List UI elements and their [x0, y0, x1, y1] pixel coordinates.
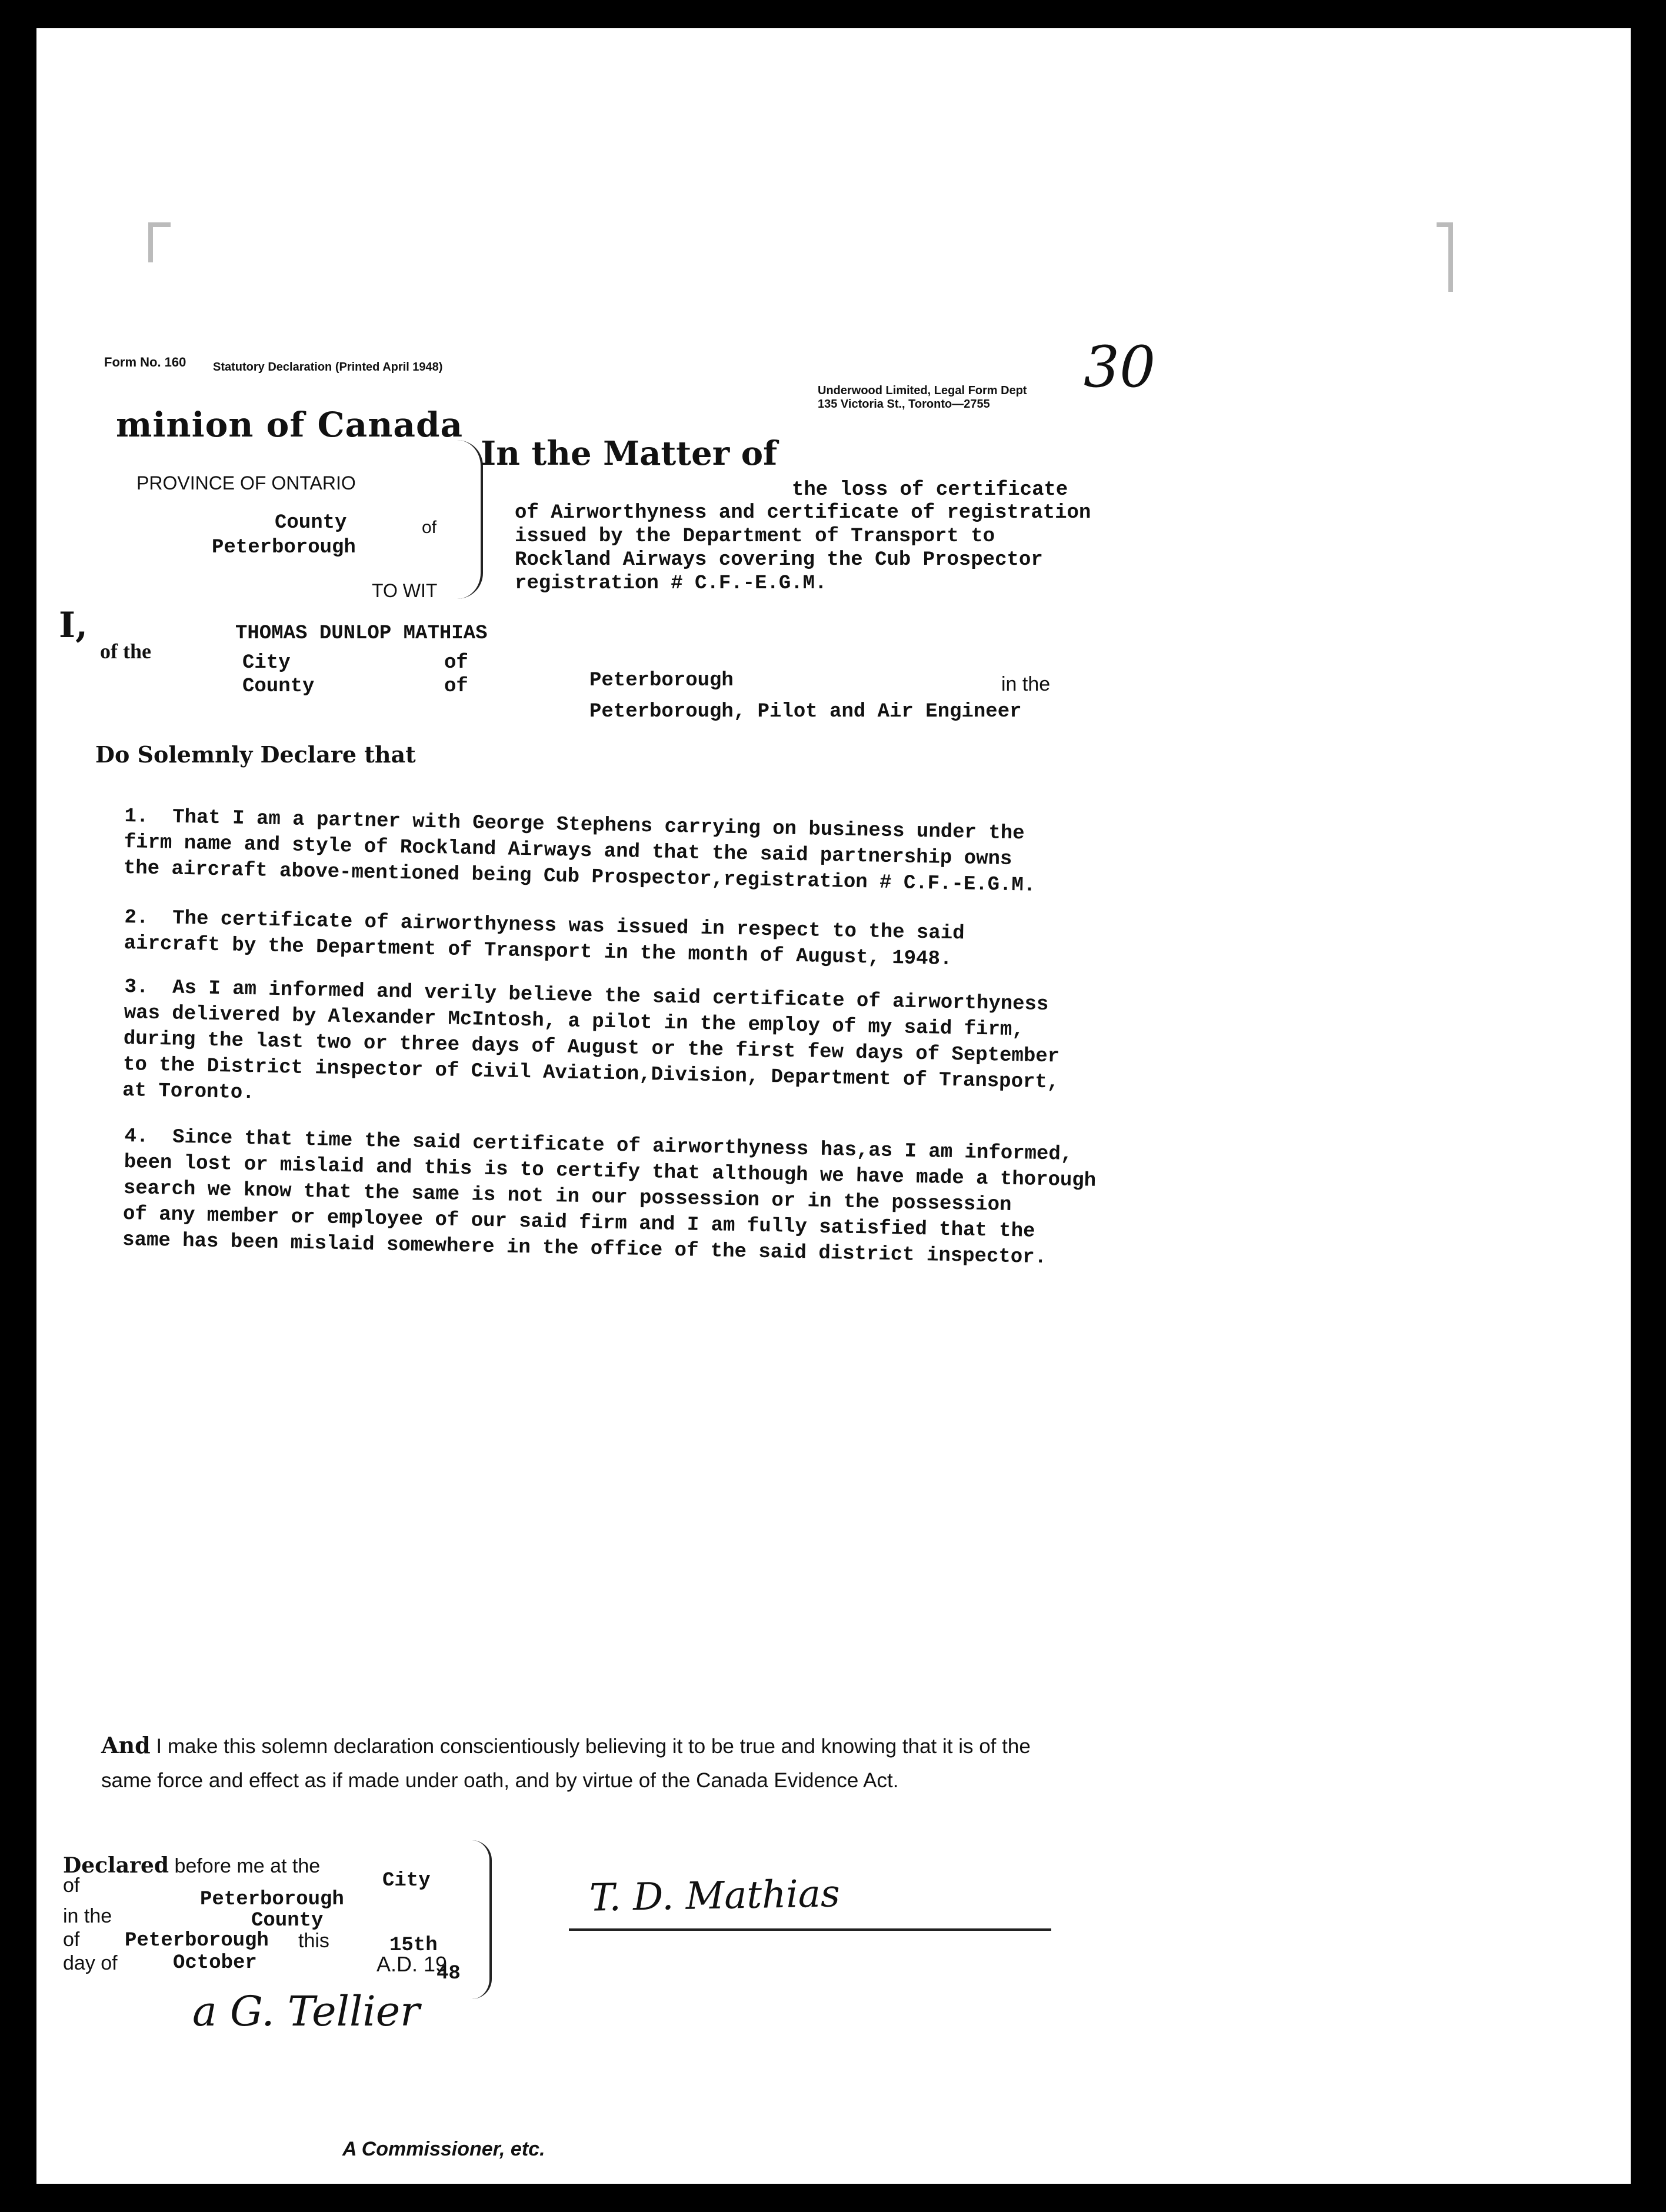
declared-line: [63, 1853, 320, 1878]
declared-of-2: of: [63, 1928, 80, 1951]
dominion-heading: minion of Canada: [116, 405, 464, 445]
form-title: Statutory Declaration (Printed April 1948): [213, 361, 443, 374]
paragraph-3: 3. As I am informed and verily believe the said certificate of airworthyness was delivered by Alexander McIntosh, a pilot in the employ of my said firm, during the last two or three days of August or the first few days of September to the District inspector of Civil Aviation,Division, Department of Transport, at Toronto.: [122, 975, 1060, 1105]
do-solemnly-declare: Do Solemnly Declare that: [95, 741, 416, 768]
declarant-signature-line: [569, 1928, 1051, 1931]
declarant-name: THOMAS DUNLOP MATHIAS: [235, 622, 488, 645]
declared-ad: A.D. 19: [376, 1952, 448, 1976]
of-label: of: [422, 518, 437, 537]
form-number: Form No. 160: [104, 355, 186, 369]
city-label: City: [242, 652, 291, 674]
declared-month: October: [173, 1952, 257, 1974]
declared-city-label: City: [382, 1870, 431, 1892]
matter-line-1: the loss of certificate: [792, 479, 1068, 501]
i-label: I,: [59, 605, 88, 646]
county-label: County: [275, 512, 347, 534]
declared-year: 48: [437, 1963, 461, 1985]
matter-line-2: of Airworthyness and certificate of registration: [515, 502, 1091, 524]
paragraph-4: 4. Since that time the said certificate of airworthyness has,as I am informed, been lost or mislaid and this is to certify that although we have made a thorough search we know that the same is not in our possession or in the possession of any member or employee of our said firm and I am fully satisfied that the same has been mislaid somewhere in the office of the said district inspector.: [122, 1125, 1097, 1270]
matter-line-4: Rockland Airways covering the Cub Prospector: [515, 549, 1043, 571]
declared-in-the: in the: [63, 1905, 112, 1927]
declared-county-value: Peterborough: [125, 1930, 269, 1952]
page-number: 30: [1084, 334, 1156, 400]
county-occupation: Peterborough, Pilot and Air Engineer: [589, 701, 1022, 723]
declared-label: Declared: [63, 1853, 169, 1878]
county-label-2: County: [242, 675, 315, 698]
paragraph-2: 2. The certificate of airworthyness was issued in respect to the said aircraft by the Department of Transport in the month of August, 1948.: [124, 906, 965, 971]
declared-day-of: day of: [63, 1952, 118, 1974]
declarant-signature: T. D. Mathias: [589, 1872, 841, 1920]
declared-county-label: County: [251, 1910, 324, 1932]
closing-and: And: [101, 1732, 151, 1758]
to-wit-label: TO WIT: [372, 580, 438, 601]
printer-line-1: Underwood Limited, Legal Form Dept: [818, 384, 1027, 397]
scan-corner-mark: [148, 222, 171, 262]
printer-line-2: 135 Victoria St., Toronto—2755: [818, 398, 990, 411]
of-the-label: of the: [100, 639, 151, 663]
matter-line-5: registration # C.F.-E.G.M.: [515, 572, 827, 595]
province-label: PROVINCE OF ONTARIO: [136, 472, 356, 494]
in-the-matter-heading: In the Matter of: [481, 434, 778, 473]
declared-this: this: [298, 1930, 329, 1952]
declared-before: before me at the: [169, 1855, 321, 1877]
declared-of: of: [63, 1874, 80, 1897]
of-county: of: [444, 675, 468, 698]
commissioner-label: A Commissioner, etc.: [342, 2138, 545, 2160]
scan-corner-mark: [1437, 222, 1453, 292]
in-the-label: in the: [1001, 673, 1051, 695]
matter-line-3: issued by the Department of Transport to: [515, 525, 995, 548]
closing-statement: [101, 1728, 1066, 1798]
commissioner-signature: a G. Tellier: [192, 1987, 420, 2036]
closing-text: I make this solemn declaration conscientiously believing it to be true and knowing that it is of the same force and effect as if made under oath, and by virtue of the Canada Evidence Act.: [101, 1735, 1031, 1792]
declared-city-value: Peterborough: [200, 1888, 344, 1911]
paragraph-1: 1. That I am a partner with George Stephens carrying on business under the firm name and style of Rockland Airways and that the said partnership owns the aircraft above-mentioned being Cub Prospector,registration # C.F.-E.G.M.: [123, 805, 1036, 897]
caption-brace: [457, 440, 483, 599]
county-value: Peterborough: [212, 537, 356, 559]
of-city: of: [444, 652, 468, 674]
city-value: Peterborough: [589, 669, 734, 692]
declared-brace: [472, 1840, 492, 1999]
declared-day: 15th: [389, 1934, 438, 1957]
document-sheet: [36, 28, 1631, 2184]
